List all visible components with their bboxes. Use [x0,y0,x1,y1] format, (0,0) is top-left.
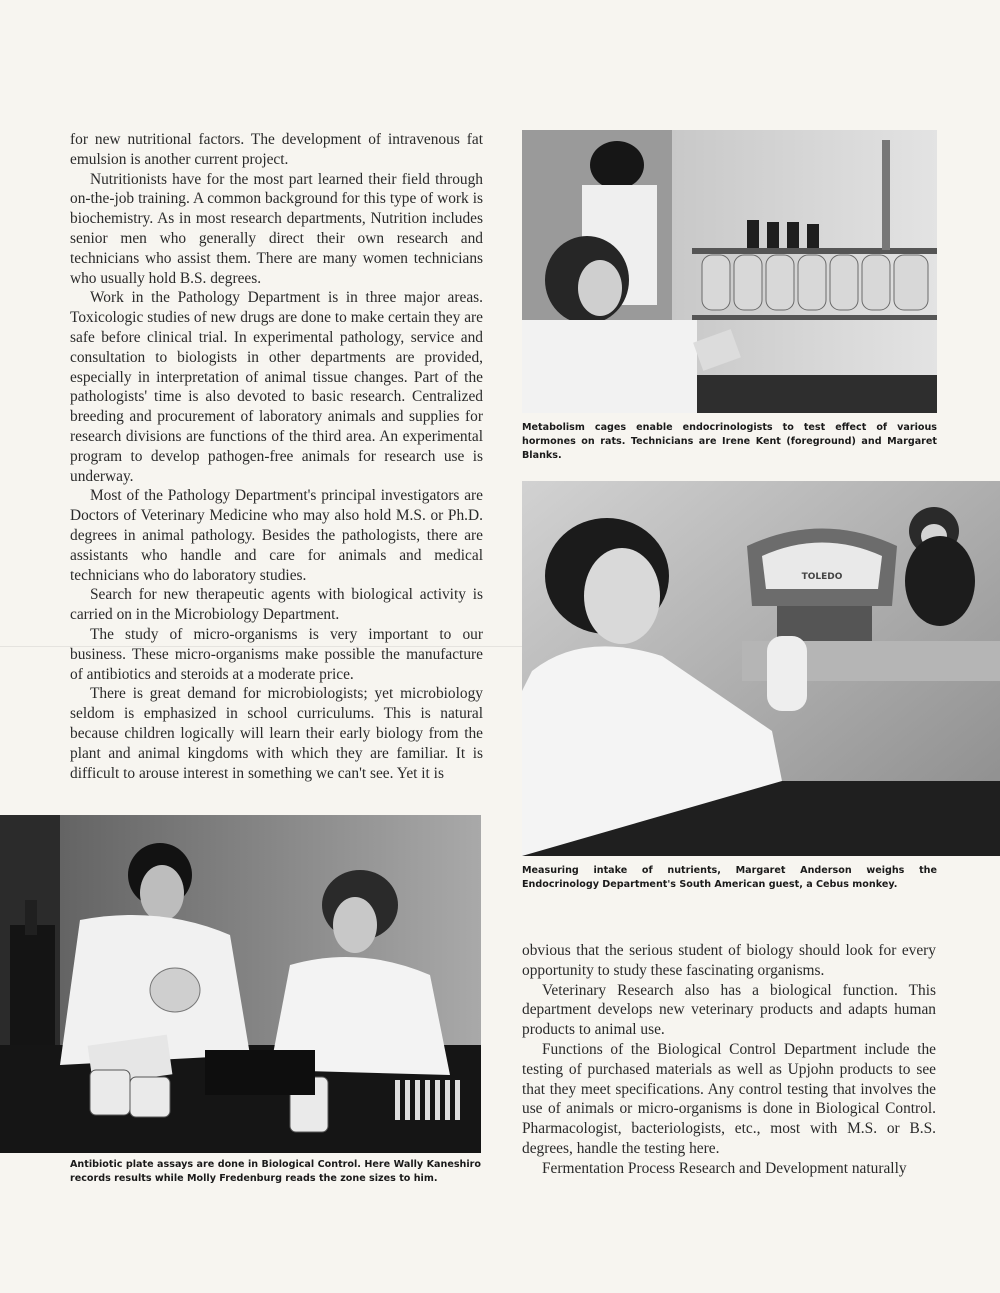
paragraph: Nutritionists have for the most part learned their field through on-the-job training. A common background for this type of work is biochemistry. As in most research departments, Nutrition includes senior men who generally direct their own research and technicians who assist them. There are many women technicians who usually hold B.S. degrees. [70,170,483,287]
metabolism-cages-photo [522,130,937,413]
paragraph: The study of micro-organisms is very important to our business. These micro-organisms make possible the manufacture of antibiotics and steroids at a moderate price. [70,625,483,683]
paragraph: Fermentation Process Research and Development naturally [542,1159,907,1177]
left-text-column [70,130,483,783]
monkey-photo-caption: Measuring intake of nutrients, Margaret Anderson weighs the Endocrinology Department's South American guest, a Cebus monkey. [522,865,937,890]
paragraph: Search for new therapeutic agents with biological activity is carried on in the Microbiology Department. [70,586,483,624]
metabolism-photo-caption: Metabolism cages enable endocrinologists to test effect of various hormones on rats. Technicians are Irene Kent (foreground) and Margaret Blanks. [522,422,937,461]
antibiotic-photo-image [0,815,481,1153]
paragraph: Work in the Pathology Department is in three major areas. Toxicologic studies of new drugs are done to make certain they are safe before clinical trial. In experimental pathology, service and consultation to biologists in other departments are provided, especially in interpretation of animal tissue changes. Part of the pathologists' time is also devoted to basic research. Centralized breeding and procurement of laboratory animals and supplies for research divisions are functions of the third area. An experimental program to develop pathogen-free animals for research use is underway. [70,289,483,485]
monkey-photo-image [522,481,1000,856]
paragraph: Most of the Pathology Department's principal investigators are Doctors of Veterinary Medicine who may also hold M.S. or Ph.D. degrees in animal pathology. Besides the pathologists, there are assistants who handle and care for animals and medical technicians who do laboratory studies. [70,487,483,584]
monkey-scale-photo [522,481,1000,856]
paragraph: Veterinary Research also has a biological function. This department develops new veterinary products and adapts human products to animal use. [522,981,936,1039]
paragraph: for new nutritional factors. The development of intravenous fat emulsion is another current project. [70,131,483,168]
antibiotic-assay-photo [0,815,481,1153]
paragraph: Functions of the Biological Control Department include the testing of purchased materials as well as Upjohn products to see that they meet specifications. Any control testing that involves the use of animals or micro-organisms is done in Biological Control. Pharmacologist, bacteriologists, etc., most with M.S. or B.S. degrees, handle the testing here. [522,1040,936,1157]
right-text-column [522,941,936,1179]
antibiotic-photo-caption: Antibiotic plate assays are done in Biological Control. Here Wally Kaneshiro records results while Molly Fredenburg reads the zone sizes to him. [70,1159,481,1184]
paragraph: There is great demand for microbiologists; yet microbiology seldom is emphasized in school curriculums. This is natural because children logically will learn their early biology from the plant and animal kingdoms with which they are familiar. It is difficult to arouse interest in something we can't see. Yet it is [70,685,483,782]
paragraph: obvious that the serious student of biology should look for every opportunity to study these fascinating organisms. [522,942,936,979]
metabolism-photo-image [522,130,937,413]
scale-brand-label: TOLEDO [801,572,843,582]
